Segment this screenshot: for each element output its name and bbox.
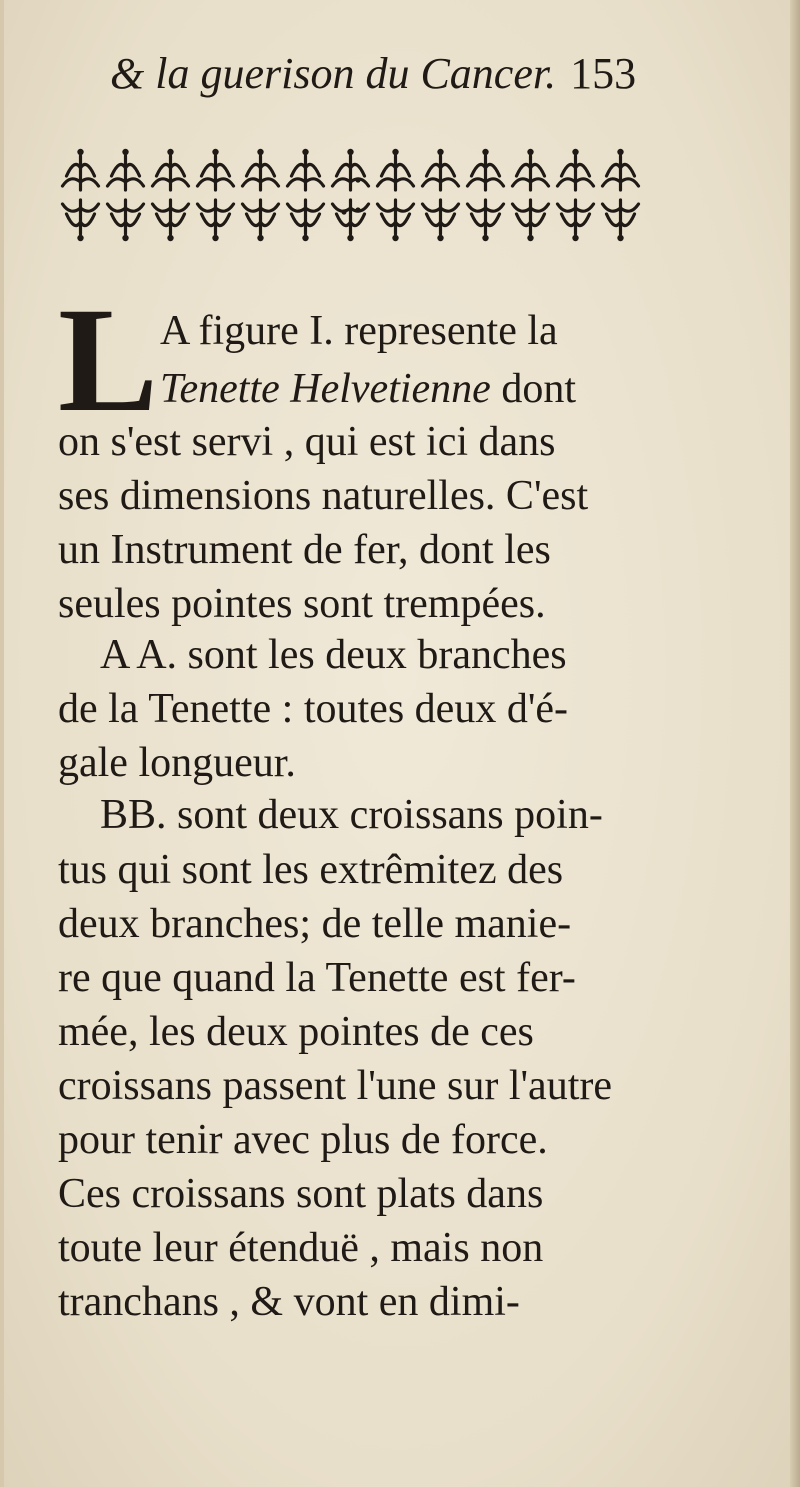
fleuron-icon — [378, 200, 414, 241]
running-head-title: & la guerison du Cancer. — [110, 49, 557, 98]
text-line — [58, 575, 618, 633]
fleuron-icon — [378, 149, 414, 190]
fleuron-icon — [423, 200, 459, 241]
line-text: dont — [490, 366, 576, 412]
line-text: tus qui sont les extrêmitez des — [58, 847, 564, 893]
text-line — [58, 1273, 643, 1331]
fleuron-icon — [468, 200, 504, 241]
text-line — [58, 521, 643, 579]
line-text: gale longueur. — [58, 740, 296, 786]
line-text: ses dimensions naturelles. C'est — [58, 473, 589, 519]
fleuron-icon — [513, 149, 549, 190]
line-text: de la Tenette : toutes deux d'é- — [58, 686, 569, 732]
running-head — [110, 44, 670, 104]
fleuron-icon — [243, 200, 279, 241]
page-left-edge — [0, 0, 4, 1487]
text-line — [58, 1219, 643, 1277]
page-right-edge — [790, 0, 800, 1487]
text-line — [58, 1003, 643, 1061]
text-line — [58, 895, 643, 953]
text-line — [58, 467, 643, 525]
drop-cap: L — [58, 277, 159, 443]
fleuron-icon — [603, 200, 639, 241]
fleuron-icon — [558, 200, 594, 241]
italic-text: Tenette Helvetienne — [160, 366, 491, 412]
line-text: re que quand la Tenette est fer- — [58, 955, 576, 1001]
line-text: toute leur étenduë , mais non — [58, 1225, 544, 1271]
text-line — [58, 1111, 643, 1169]
text-line — [58, 1165, 643, 1223]
text-line — [100, 626, 643, 684]
line-text: A figure I. represente la — [160, 308, 558, 354]
line-text: croissans passent l'une sur l'autre — [58, 1063, 612, 1109]
fleuron-icon — [243, 149, 279, 190]
line-text: on s'est servi , qui est ici dans — [58, 419, 556, 465]
text-line — [160, 360, 642, 418]
line-text: seules pointes sont trempées. — [58, 581, 546, 627]
text-line — [58, 680, 643, 738]
fleuron-icon — [108, 200, 144, 241]
line-text: deux branches; de telle manie- — [58, 901, 572, 947]
line-text: mée, les deux pointes de ces — [58, 1009, 534, 1055]
fleuron-icon — [63, 149, 99, 190]
fleuron-icon — [333, 200, 369, 241]
fleuron-icon — [603, 149, 639, 190]
line-text: BB. sont deux croissans poin- — [100, 792, 603, 838]
fleuron-icon — [513, 200, 549, 241]
page-number: 153 — [570, 49, 637, 98]
fleuron-icon — [288, 149, 324, 190]
text-line — [58, 949, 643, 1007]
line-text: A A. sont les deux branches — [100, 632, 567, 678]
fleuron-icon — [108, 149, 144, 190]
fleuron-ornament-band — [58, 146, 643, 246]
text-line — [100, 786, 643, 844]
line-text: pour tenir avec plus de force. — [58, 1117, 548, 1163]
fleuron-icon — [333, 149, 369, 190]
line-text: Ces croissans sont plats dans — [58, 1171, 544, 1217]
fleuron-icon — [558, 149, 594, 190]
text-line — [58, 1057, 648, 1115]
text-line — [58, 841, 643, 899]
fleuron-icon — [198, 200, 234, 241]
fleuron-icon — [468, 149, 504, 190]
line-text: tranchans , & vont en dimi- — [58, 1279, 520, 1325]
line-text: un Instrument de fer, dont les — [58, 527, 551, 573]
fleuron-icon — [153, 200, 189, 241]
fleuron-icon — [198, 149, 234, 190]
fleuron-icon — [153, 149, 189, 190]
fleuron-icon — [423, 149, 459, 190]
text-line — [58, 413, 643, 471]
fleuron-icon — [63, 200, 99, 241]
text-line — [160, 302, 642, 360]
text-line — [58, 734, 358, 792]
fleuron-icon — [288, 200, 324, 241]
